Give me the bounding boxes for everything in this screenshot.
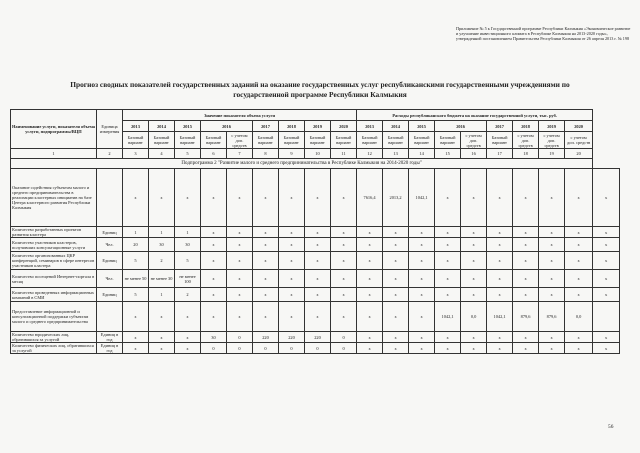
header-year-expense: 2019 bbox=[539, 121, 565, 132]
row-value: x bbox=[253, 252, 279, 270]
row-value: x bbox=[593, 252, 620, 270]
header-expense-group: Расходы республиканского бюджета на оказание государственной услуги, тыс. руб. bbox=[357, 110, 593, 121]
column-number: 2 bbox=[97, 149, 123, 159]
row-value bbox=[593, 302, 620, 332]
row-value: x bbox=[565, 169, 593, 227]
row-value: x bbox=[357, 227, 383, 238]
row-unit: Чел. bbox=[97, 270, 123, 288]
row-unit: Единиц в год bbox=[97, 332, 123, 343]
row-value: x bbox=[201, 252, 227, 270]
row-value: x bbox=[227, 227, 253, 238]
column-number: 17 bbox=[487, 149, 513, 159]
row-value: 1 bbox=[123, 227, 149, 238]
row-value: 1 bbox=[175, 227, 201, 238]
row-value: x bbox=[331, 169, 357, 227]
row-value: x bbox=[331, 238, 357, 252]
header-year-value: 2014 bbox=[149, 121, 175, 132]
row-value: x bbox=[487, 227, 513, 238]
row-value: x bbox=[279, 270, 305, 288]
table-row bbox=[11, 238, 620, 252]
row-value: 0 bbox=[227, 332, 253, 343]
row-value: 20 bbox=[123, 238, 149, 252]
row-value: x bbox=[409, 270, 435, 288]
row-value: x bbox=[409, 302, 435, 332]
header-year-value: 2018 bbox=[279, 121, 305, 132]
row-value: x bbox=[227, 288, 253, 302]
row-value: 0 bbox=[227, 343, 253, 354]
row-value: x bbox=[593, 332, 620, 343]
column-number: 11 bbox=[331, 149, 357, 159]
row-value: x bbox=[593, 238, 620, 252]
column-number: 8 bbox=[253, 149, 279, 159]
row-value: 0 bbox=[331, 332, 357, 343]
row-value: 0 bbox=[201, 343, 227, 354]
row-value: x bbox=[461, 169, 487, 227]
row-name: Количество посещений Интернет-портала в месяц bbox=[11, 270, 97, 288]
row-value: x bbox=[227, 169, 253, 227]
header-basic-variant: Базовый вариант bbox=[357, 132, 383, 149]
row-value: x bbox=[513, 227, 539, 238]
row-value: x bbox=[487, 288, 513, 302]
row-value: 5 bbox=[123, 288, 149, 302]
row-value: 220 bbox=[253, 332, 279, 343]
row-value: x bbox=[513, 288, 539, 302]
row-value: x bbox=[565, 343, 593, 354]
row-value: x bbox=[149, 169, 175, 227]
header-year-value: 2016 bbox=[201, 121, 253, 132]
row-value: x bbox=[513, 332, 539, 343]
row-value: 0 bbox=[305, 343, 331, 354]
row-value: x bbox=[279, 227, 305, 238]
row-value: x bbox=[149, 302, 175, 332]
row-value: x bbox=[383, 238, 409, 252]
row-value: x bbox=[305, 238, 331, 252]
title-line-2: государственной программе Республики Калмыкия bbox=[233, 89, 407, 99]
table-row bbox=[11, 343, 620, 354]
row-value: x bbox=[565, 332, 593, 343]
row-value: x bbox=[435, 238, 461, 252]
row-value: x bbox=[383, 343, 409, 354]
row-value: 1042,1 bbox=[409, 169, 435, 227]
row-value: 1 bbox=[149, 227, 175, 238]
row-value: 879,6 bbox=[539, 302, 565, 332]
header-basic-variant: Базовый вариант bbox=[331, 132, 357, 149]
row-value: x bbox=[175, 169, 201, 227]
row-value: x bbox=[461, 238, 487, 252]
header-year-expense: 2013 bbox=[357, 121, 383, 132]
row-value: x bbox=[357, 288, 383, 302]
row-value: x bbox=[331, 302, 357, 332]
row-name: Количество физических лиц, обратившихся за услугой bbox=[11, 343, 97, 354]
column-number: 13 bbox=[383, 149, 409, 159]
row-value: x bbox=[305, 302, 331, 332]
header-name: Наименование услуги, показателя объема услуги, подпрограммы/ВЦП bbox=[11, 110, 97, 149]
row-value: x bbox=[565, 270, 593, 288]
row-value: x bbox=[539, 252, 565, 270]
row-value: x bbox=[175, 343, 201, 354]
row-name: Количество участников кластеров, получивших консультационные услуги bbox=[11, 238, 97, 252]
row-value: 220 bbox=[279, 332, 305, 343]
header-year-value: 2013 bbox=[123, 121, 149, 132]
header-basic-variant: Базовый вариант bbox=[435, 132, 461, 149]
row-value: x bbox=[383, 252, 409, 270]
row-value: x bbox=[539, 227, 565, 238]
table-row bbox=[11, 332, 620, 343]
column-number: 6 bbox=[201, 149, 227, 159]
row-value: x bbox=[487, 238, 513, 252]
row-value: x bbox=[461, 252, 487, 270]
row-unit: Чел. bbox=[97, 238, 123, 252]
row-value: x bbox=[539, 238, 565, 252]
page-title bbox=[20, 80, 620, 99]
row-value: x bbox=[383, 302, 409, 332]
row-value: x bbox=[201, 302, 227, 332]
row-value: x bbox=[539, 169, 565, 227]
header-basic-variant: Базовый вариант bbox=[409, 132, 435, 149]
row-value: 2013,2 bbox=[383, 169, 409, 227]
row-value: 2 bbox=[175, 288, 201, 302]
table-row bbox=[11, 252, 620, 270]
row-value: x bbox=[123, 332, 149, 343]
header-extra-funds: с учетом доп. средств bbox=[227, 132, 253, 149]
row-value: x bbox=[593, 169, 620, 227]
row-value: x bbox=[593, 270, 620, 288]
header-basic-variant: Базовый вариант bbox=[149, 132, 175, 149]
table-row bbox=[11, 288, 620, 302]
row-value: x bbox=[409, 227, 435, 238]
column-number: 18 bbox=[513, 149, 539, 159]
row-value: x bbox=[201, 238, 227, 252]
indicators-table bbox=[10, 109, 620, 354]
row-value: x bbox=[331, 252, 357, 270]
row-value: x bbox=[357, 270, 383, 288]
header-unit: Единица измерения bbox=[97, 110, 123, 149]
row-value: 7616,4 bbox=[357, 169, 383, 227]
row-value: x bbox=[593, 227, 620, 238]
row-value: x bbox=[175, 302, 201, 332]
row-value: x bbox=[461, 288, 487, 302]
row-value: x bbox=[513, 238, 539, 252]
row-value: x bbox=[487, 332, 513, 343]
row-value: x bbox=[227, 302, 253, 332]
row-value: x bbox=[409, 332, 435, 343]
row-value: 220 bbox=[305, 332, 331, 343]
row-value: x bbox=[279, 252, 305, 270]
row-value: x bbox=[461, 227, 487, 238]
row-unit: Единиц bbox=[97, 252, 123, 270]
column-number: 15 bbox=[435, 149, 461, 159]
row-value: x bbox=[565, 227, 593, 238]
row-value: x bbox=[487, 270, 513, 288]
column-number: 1 bbox=[11, 149, 97, 159]
row-value: x bbox=[435, 227, 461, 238]
row-value: x bbox=[123, 343, 149, 354]
row-value: 2 bbox=[149, 252, 175, 270]
header-year-value: 2020 bbox=[331, 121, 357, 132]
row-value: x bbox=[461, 332, 487, 343]
row-name: Оказание содействия субъектам малого и среднего предпринимательства в реализации кластерных инициатив на базе Центра кластерного развития Республики Калмыкия bbox=[11, 169, 97, 227]
row-value: 879,6 bbox=[513, 302, 539, 332]
row-value: x bbox=[227, 252, 253, 270]
row-value: x bbox=[487, 343, 513, 354]
row-value: x bbox=[149, 343, 175, 354]
row-value: x bbox=[383, 332, 409, 343]
row-value: x bbox=[279, 238, 305, 252]
row-value: x bbox=[253, 169, 279, 227]
table-row bbox=[11, 270, 620, 288]
row-value: 30 bbox=[149, 238, 175, 252]
row-name: Количество проведенных информационных компаний в СМИ bbox=[11, 288, 97, 302]
header-basic-variant: Базовый вариант bbox=[253, 132, 279, 149]
column-number: 3 bbox=[123, 149, 149, 159]
row-value: x bbox=[593, 343, 620, 354]
row-value: x bbox=[305, 252, 331, 270]
row-value: x bbox=[331, 227, 357, 238]
row-value: x bbox=[331, 288, 357, 302]
row-value: x bbox=[201, 288, 227, 302]
row-value: x bbox=[149, 332, 175, 343]
row-value: x bbox=[305, 169, 331, 227]
row-name: Количество организованных ЦКР конференций, семинаров в сфере интересов участников кластера bbox=[11, 252, 97, 270]
row-value: x bbox=[435, 169, 461, 227]
row-value: x bbox=[539, 288, 565, 302]
row-value: x bbox=[253, 238, 279, 252]
row-value: x bbox=[123, 169, 149, 227]
row-value: 30 bbox=[201, 332, 227, 343]
row-value: 30 bbox=[175, 238, 201, 252]
row-value: x bbox=[565, 238, 593, 252]
row-value: x bbox=[409, 343, 435, 354]
row-value: x bbox=[435, 270, 461, 288]
row-value: x bbox=[253, 288, 279, 302]
row-value: x bbox=[539, 343, 565, 354]
header-year-value: 2015 bbox=[175, 121, 201, 132]
column-number: 9 bbox=[279, 149, 305, 159]
header-year-expense: 2017 bbox=[487, 121, 513, 132]
row-value: x bbox=[435, 252, 461, 270]
row-name: Предоставление информационной и консультационной поддержки субъектам малого и среднего предпринимательства bbox=[11, 302, 97, 332]
column-number: 12 bbox=[357, 149, 383, 159]
row-value: 0 bbox=[331, 343, 357, 354]
row-value: x bbox=[253, 227, 279, 238]
row-value: x bbox=[305, 288, 331, 302]
row-value: x bbox=[305, 270, 331, 288]
subprogram-title: Подпрограмма 2 "Развитие малого и среднего предпринимательства в Республике Калмыкия на 2014-2020 годы" bbox=[11, 159, 593, 169]
row-value: 0,0 bbox=[565, 302, 593, 332]
header-values-group: Значение показателя объема услуги bbox=[123, 110, 357, 121]
row-value: x bbox=[487, 169, 513, 227]
column-number: 16 bbox=[461, 149, 487, 159]
row-value: x bbox=[175, 332, 201, 343]
row-value: x bbox=[435, 343, 461, 354]
row-name: Количество юридических лиц, обратившихся за услугой bbox=[11, 332, 97, 343]
row-value: 1042,1 bbox=[435, 302, 461, 332]
table-row bbox=[11, 227, 620, 238]
header-basic-variant: Базовый вариант bbox=[201, 132, 227, 149]
header-basic-variant: Базовый вариант bbox=[175, 132, 201, 149]
appendix-note: Приложение № 5 к Государственной программе Республики Калмыкия «Экономическое развитие и улучшение инвестиционного климата в Республике Калмыкия на 2013-2020 годы», утвержденной постановлением Правительства Республики Калмыкия от 26 апреля 2013 г. № 198 bbox=[456, 26, 631, 42]
row-value: x bbox=[357, 332, 383, 343]
row-value: не менее 30 bbox=[149, 270, 175, 288]
row-value: x bbox=[487, 252, 513, 270]
header-year-expense: 2018 bbox=[513, 121, 539, 132]
row-unit: Единиц bbox=[97, 288, 123, 302]
row-value: x bbox=[357, 343, 383, 354]
header-extra-funds: с учетом доп. средств bbox=[539, 132, 565, 149]
row-value: x bbox=[539, 332, 565, 343]
row-value: x bbox=[201, 270, 227, 288]
row-value: x bbox=[305, 227, 331, 238]
row-value: x bbox=[357, 302, 383, 332]
row-value: x bbox=[253, 302, 279, 332]
row-value: x bbox=[513, 270, 539, 288]
row-value: 0 bbox=[253, 343, 279, 354]
column-number: 19 bbox=[539, 149, 565, 159]
row-value: 0 bbox=[279, 343, 305, 354]
row-value: x bbox=[383, 227, 409, 238]
row-value: x bbox=[253, 270, 279, 288]
row-value: x bbox=[357, 252, 383, 270]
row-value: x bbox=[513, 343, 539, 354]
row-value: x bbox=[331, 270, 357, 288]
header-extra-funds: с учетом доп. средств bbox=[513, 132, 539, 149]
row-unit: Единиц bbox=[97, 227, 123, 238]
row-value: x bbox=[409, 288, 435, 302]
header-year-expense: 2014 bbox=[383, 121, 409, 132]
header-basic-variant: Базовый вариант bbox=[383, 132, 409, 149]
row-value: x bbox=[593, 288, 620, 302]
column-number: 14 bbox=[409, 149, 435, 159]
title-line-1: Прогноз сводных показателей государственных заданий на оказание государственных услуг республиканскими государственными учреждениями по bbox=[70, 80, 570, 89]
row-unit: Единиц в год bbox=[97, 343, 123, 354]
row-value: x bbox=[513, 252, 539, 270]
row-value: x bbox=[461, 343, 487, 354]
header-basic-variant: Базовый вариант bbox=[487, 132, 513, 149]
row-value: x bbox=[409, 238, 435, 252]
row-value: x bbox=[435, 288, 461, 302]
header-year-expense: 2015 bbox=[409, 121, 435, 132]
header-year-expense: 2020 bbox=[565, 121, 593, 132]
column-number: 20 bbox=[565, 149, 593, 159]
row-value: x bbox=[227, 238, 253, 252]
row-value: не менее 50 bbox=[123, 270, 149, 288]
table-row bbox=[11, 169, 620, 227]
row-value: 1 bbox=[149, 288, 175, 302]
row-value: x bbox=[461, 270, 487, 288]
row-value: 1042,1 bbox=[487, 302, 513, 332]
row-value: x bbox=[123, 302, 149, 332]
header-basic-variant: Базовый вариант bbox=[279, 132, 305, 149]
row-value: x bbox=[227, 270, 253, 288]
page-number: 56 bbox=[608, 424, 614, 430]
row-value: 5 bbox=[123, 252, 149, 270]
row-value: x bbox=[513, 169, 539, 227]
table-row bbox=[11, 302, 620, 332]
column-number: 7 bbox=[227, 149, 253, 159]
row-name: Количество разработанных проектов развития кластера bbox=[11, 227, 97, 238]
row-value: x bbox=[435, 332, 461, 343]
row-value: не менее 100 bbox=[175, 270, 201, 288]
row-value: x bbox=[565, 288, 593, 302]
header-year-value: 2017 bbox=[253, 121, 279, 132]
row-value: x bbox=[279, 302, 305, 332]
row-value: 5 bbox=[175, 252, 201, 270]
header-extra-funds: с учетом доп. средств bbox=[565, 132, 593, 149]
header-year-expense: 2016 bbox=[435, 121, 487, 132]
row-value: x bbox=[539, 270, 565, 288]
row-value: 0,0 bbox=[461, 302, 487, 332]
row-value: x bbox=[201, 169, 227, 227]
row-value: x bbox=[383, 288, 409, 302]
row-unit bbox=[97, 302, 123, 332]
row-value: x bbox=[357, 238, 383, 252]
row-value: x bbox=[279, 169, 305, 227]
header-basic-variant: Базовый вариант bbox=[123, 132, 149, 149]
header-extra-funds: с учетом доп. средств bbox=[461, 132, 487, 149]
row-value: x bbox=[279, 288, 305, 302]
row-value: x bbox=[201, 227, 227, 238]
column-number: 10 bbox=[305, 149, 331, 159]
column-number: 4 bbox=[149, 149, 175, 159]
header-basic-variant: Базовый вариант bbox=[305, 132, 331, 149]
row-value: x bbox=[409, 252, 435, 270]
row-value: x bbox=[383, 270, 409, 288]
column-number: 5 bbox=[175, 149, 201, 159]
header-year-value: 2019 bbox=[305, 121, 331, 132]
row-value: x bbox=[565, 252, 593, 270]
row-unit bbox=[97, 169, 123, 227]
